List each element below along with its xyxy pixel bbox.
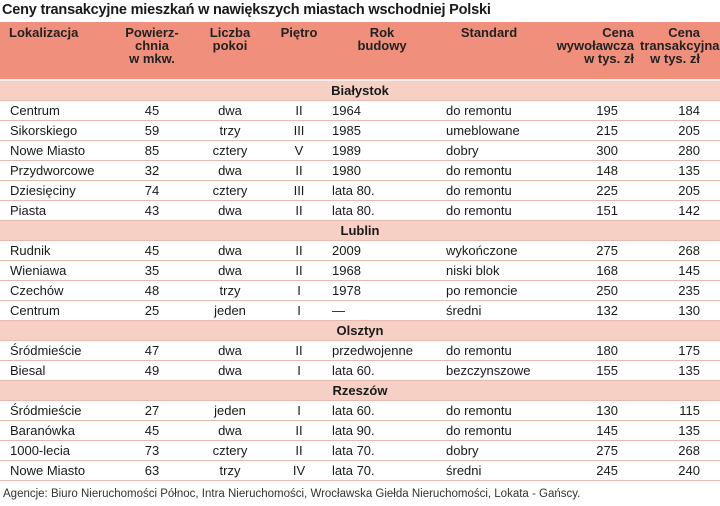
- cell-pietro: I: [268, 361, 330, 381]
- cell-liczba-pokoi: jeden: [192, 401, 268, 421]
- cell-rok-budowy: 1964: [330, 101, 434, 121]
- cell-cena-transakcyjna: 235: [638, 281, 720, 301]
- cell-powierzchnia: 45: [112, 421, 192, 441]
- cell-cena-wywolawcza: 225: [544, 181, 638, 201]
- cell-liczba-pokoi: dwa: [192, 361, 268, 381]
- cell-cena-wywolawcza: 245: [544, 461, 638, 481]
- city-name: Lublin: [0, 221, 720, 241]
- cell-cena-wywolawcza: 130: [544, 401, 638, 421]
- cell-liczba-pokoi: dwa: [192, 161, 268, 181]
- table-row: [0, 141, 720, 161]
- cell-powierzchnia: 27: [112, 401, 192, 421]
- cell-lokalizacja: Piasta: [0, 201, 112, 221]
- cell-powierzchnia: 45: [112, 101, 192, 121]
- header-row: [0, 22, 720, 80]
- col-header-lokalizacja: Lokalizacja: [0, 22, 112, 80]
- cell-cena-transakcyjna: 240: [638, 461, 720, 481]
- table-row: [0, 181, 720, 201]
- cell-rok-budowy: 1980: [330, 161, 434, 181]
- table-row: [0, 361, 720, 381]
- cell-cena-wywolawcza: 215: [544, 121, 638, 141]
- cell-rok-budowy: przedwojenne: [330, 341, 434, 361]
- cell-lokalizacja: Śródmieście: [0, 401, 112, 421]
- cell-cena-wywolawcza: 168: [544, 261, 638, 281]
- cell-lokalizacja: Dziesięciny: [0, 181, 112, 201]
- price-table: [0, 22, 720, 481]
- table-row: [0, 201, 720, 221]
- cell-cena-transakcyjna: 135: [638, 421, 720, 441]
- cell-liczba-pokoi: trzy: [192, 281, 268, 301]
- table-row: [0, 421, 720, 441]
- cell-pietro: II: [268, 421, 330, 441]
- city-section-header: [0, 321, 720, 341]
- cell-liczba-pokoi: trzy: [192, 121, 268, 141]
- cell-cena-wywolawcza: 145: [544, 421, 638, 441]
- cell-cena-wywolawcza: 155: [544, 361, 638, 381]
- cell-lokalizacja: Centrum: [0, 301, 112, 321]
- source-note: Agencje: Biuro Nieruchomości Północ, Intra Nieruchomości, Wrocławska Giełda Nieruchomości, Lokata - Gańscy.: [3, 488, 581, 500]
- cell-powierzchnia: 25: [112, 301, 192, 321]
- cell-pietro: IV: [268, 461, 330, 481]
- cell-pietro: I: [268, 401, 330, 421]
- cell-rok-budowy: —: [330, 301, 434, 321]
- cell-pietro: II: [268, 101, 330, 121]
- cell-standard: umeblowane: [434, 121, 544, 141]
- cell-lokalizacja: Czechów: [0, 281, 112, 301]
- cell-standard: do remontu: [434, 341, 544, 361]
- cell-pietro: II: [268, 341, 330, 361]
- cell-pietro: II: [268, 261, 330, 281]
- cell-lokalizacja: Przydworcowe: [0, 161, 112, 181]
- cell-cena-transakcyjna: 205: [638, 121, 720, 141]
- table-title: Ceny transakcyjne mieszkań w nawiększych miastach wschodniej Polski: [2, 2, 491, 18]
- cell-cena-transakcyjna: 130: [638, 301, 720, 321]
- table-row: [0, 341, 720, 361]
- col-header-cena-wywolawcza: Cena wywoławcza w tys. zł: [544, 22, 638, 80]
- cell-lokalizacja: Śródmieście: [0, 341, 112, 361]
- col-header-liczba-pokoi: Liczba pokoi: [192, 22, 268, 80]
- cell-cena-wywolawcza: 148: [544, 161, 638, 181]
- cell-cena-wywolawcza: 195: [544, 101, 638, 121]
- table-row: [0, 441, 720, 461]
- cell-standard: dobry: [434, 141, 544, 161]
- cell-powierzchnia: 35: [112, 261, 192, 281]
- cell-rok-budowy: lata 80.: [330, 181, 434, 201]
- cell-cena-wywolawcza: 250: [544, 281, 638, 301]
- cell-cena-transakcyjna: 135: [638, 161, 720, 181]
- cell-liczba-pokoi: dwa: [192, 241, 268, 261]
- cell-cena-transakcyjna: 268: [638, 241, 720, 261]
- table-row: [0, 161, 720, 181]
- cell-rok-budowy: 2009: [330, 241, 434, 261]
- cell-cena-wywolawcza: 180: [544, 341, 638, 361]
- cell-cena-wywolawcza: 151: [544, 201, 638, 221]
- table-row: [0, 101, 720, 121]
- cell-liczba-pokoi: jeden: [192, 301, 268, 321]
- cell-cena-transakcyjna: 145: [638, 261, 720, 281]
- cell-cena-transakcyjna: 135: [638, 361, 720, 381]
- cell-lokalizacja: Nowe Miasto: [0, 461, 112, 481]
- cell-lokalizacja: Centrum: [0, 101, 112, 121]
- table-row: [0, 281, 720, 301]
- table-body: [0, 80, 720, 481]
- cell-powierzchnia: 48: [112, 281, 192, 301]
- cell-cena-wywolawcza: 300: [544, 141, 638, 161]
- cell-standard: bezczynszowe: [434, 361, 544, 381]
- cell-lokalizacja: Rudnik: [0, 241, 112, 261]
- cell-pietro: I: [268, 281, 330, 301]
- cell-pietro: II: [268, 241, 330, 261]
- city-name: Olsztyn: [0, 321, 720, 341]
- cell-powierzchnia: 74: [112, 181, 192, 201]
- cell-rok-budowy: 1968: [330, 261, 434, 281]
- cell-standard: wykończone: [434, 241, 544, 261]
- cell-rok-budowy: 1978: [330, 281, 434, 301]
- cell-lokalizacja: Biesal: [0, 361, 112, 381]
- cell-cena-wywolawcza: 275: [544, 441, 638, 461]
- cell-powierzchnia: 73: [112, 441, 192, 461]
- cell-cena-transakcyjna: 184: [638, 101, 720, 121]
- cell-standard: dobry: [434, 441, 544, 461]
- cell-rok-budowy: lata 80.: [330, 201, 434, 221]
- cell-cena-transakcyjna: 268: [638, 441, 720, 461]
- cell-powierzchnia: 59: [112, 121, 192, 141]
- cell-powierzchnia: 43: [112, 201, 192, 221]
- city-name: Białystok: [0, 80, 720, 101]
- col-header-rok-budowy: Rok budowy: [330, 22, 434, 80]
- cell-powierzchnia: 47: [112, 341, 192, 361]
- cell-pietro: II: [268, 441, 330, 461]
- cell-cena-transakcyjna: 175: [638, 341, 720, 361]
- cell-standard: średni: [434, 461, 544, 481]
- cell-liczba-pokoi: dwa: [192, 101, 268, 121]
- cell-liczba-pokoi: cztery: [192, 441, 268, 461]
- cell-powierzchnia: 63: [112, 461, 192, 481]
- cell-lokalizacja: 1000-lecia: [0, 441, 112, 461]
- cell-standard: do remontu: [434, 201, 544, 221]
- cell-lokalizacja: Nowe Miasto: [0, 141, 112, 161]
- cell-liczba-pokoi: trzy: [192, 461, 268, 481]
- table-row: [0, 401, 720, 421]
- cell-pietro: III: [268, 121, 330, 141]
- table-row: [0, 301, 720, 321]
- cell-cena-transakcyjna: 142: [638, 201, 720, 221]
- cell-liczba-pokoi: cztery: [192, 181, 268, 201]
- col-header-powierzchnia: Powierz- chnia w mkw.: [112, 22, 192, 80]
- cell-lokalizacja: Baranówka: [0, 421, 112, 441]
- cell-pietro: III: [268, 181, 330, 201]
- cell-standard: średni: [434, 301, 544, 321]
- cell-pietro: I: [268, 301, 330, 321]
- cell-rok-budowy: 1985: [330, 121, 434, 141]
- cell-standard: do remontu: [434, 161, 544, 181]
- cell-liczba-pokoi: dwa: [192, 341, 268, 361]
- cell-standard: do remontu: [434, 101, 544, 121]
- table-row: [0, 461, 720, 481]
- cell-cena-transakcyjna: 115: [638, 401, 720, 421]
- city-section-header: [0, 221, 720, 241]
- col-header-standard: Standard: [434, 22, 544, 80]
- city-name: Rzeszów: [0, 381, 720, 401]
- cell-lokalizacja: Sikorskiego: [0, 121, 112, 141]
- cell-rok-budowy: lata 90.: [330, 421, 434, 441]
- table-row: [0, 241, 720, 261]
- cell-rok-budowy: lata 70.: [330, 441, 434, 461]
- cell-lokalizacja: Wieniawa: [0, 261, 112, 281]
- cell-powierzchnia: 45: [112, 241, 192, 261]
- cell-standard: do remontu: [434, 421, 544, 441]
- cell-liczba-pokoi: dwa: [192, 421, 268, 441]
- cell-rok-budowy: lata 70.: [330, 461, 434, 481]
- cell-rok-budowy: lata 60.: [330, 401, 434, 421]
- cell-cena-wywolawcza: 132: [544, 301, 638, 321]
- cell-standard: do remontu: [434, 401, 544, 421]
- cell-liczba-pokoi: dwa: [192, 201, 268, 221]
- col-header-pietro: Piętro: [268, 22, 330, 80]
- cell-pietro: II: [268, 201, 330, 221]
- table-row: [0, 121, 720, 141]
- cell-pietro: V: [268, 141, 330, 161]
- cell-cena-wywolawcza: 275: [544, 241, 638, 261]
- cell-pietro: II: [268, 161, 330, 181]
- cell-rok-budowy: 1989: [330, 141, 434, 161]
- city-section-header: [0, 381, 720, 401]
- cell-standard: do remontu: [434, 181, 544, 201]
- city-section-header: [0, 80, 720, 101]
- cell-powierzchnia: 32: [112, 161, 192, 181]
- cell-liczba-pokoi: cztery: [192, 141, 268, 161]
- table-row: [0, 261, 720, 281]
- cell-standard: po remoncie: [434, 281, 544, 301]
- cell-rok-budowy: lata 60.: [330, 361, 434, 381]
- cell-cena-transakcyjna: 280: [638, 141, 720, 161]
- col-header-cena-transakcyjna: Cena transakcyjna w tys. zł: [638, 22, 720, 80]
- cell-liczba-pokoi: dwa: [192, 261, 268, 281]
- cell-standard: niski blok: [434, 261, 544, 281]
- cell-powierzchnia: 85: [112, 141, 192, 161]
- cell-powierzchnia: 49: [112, 361, 192, 381]
- cell-cena-transakcyjna: 205: [638, 181, 720, 201]
